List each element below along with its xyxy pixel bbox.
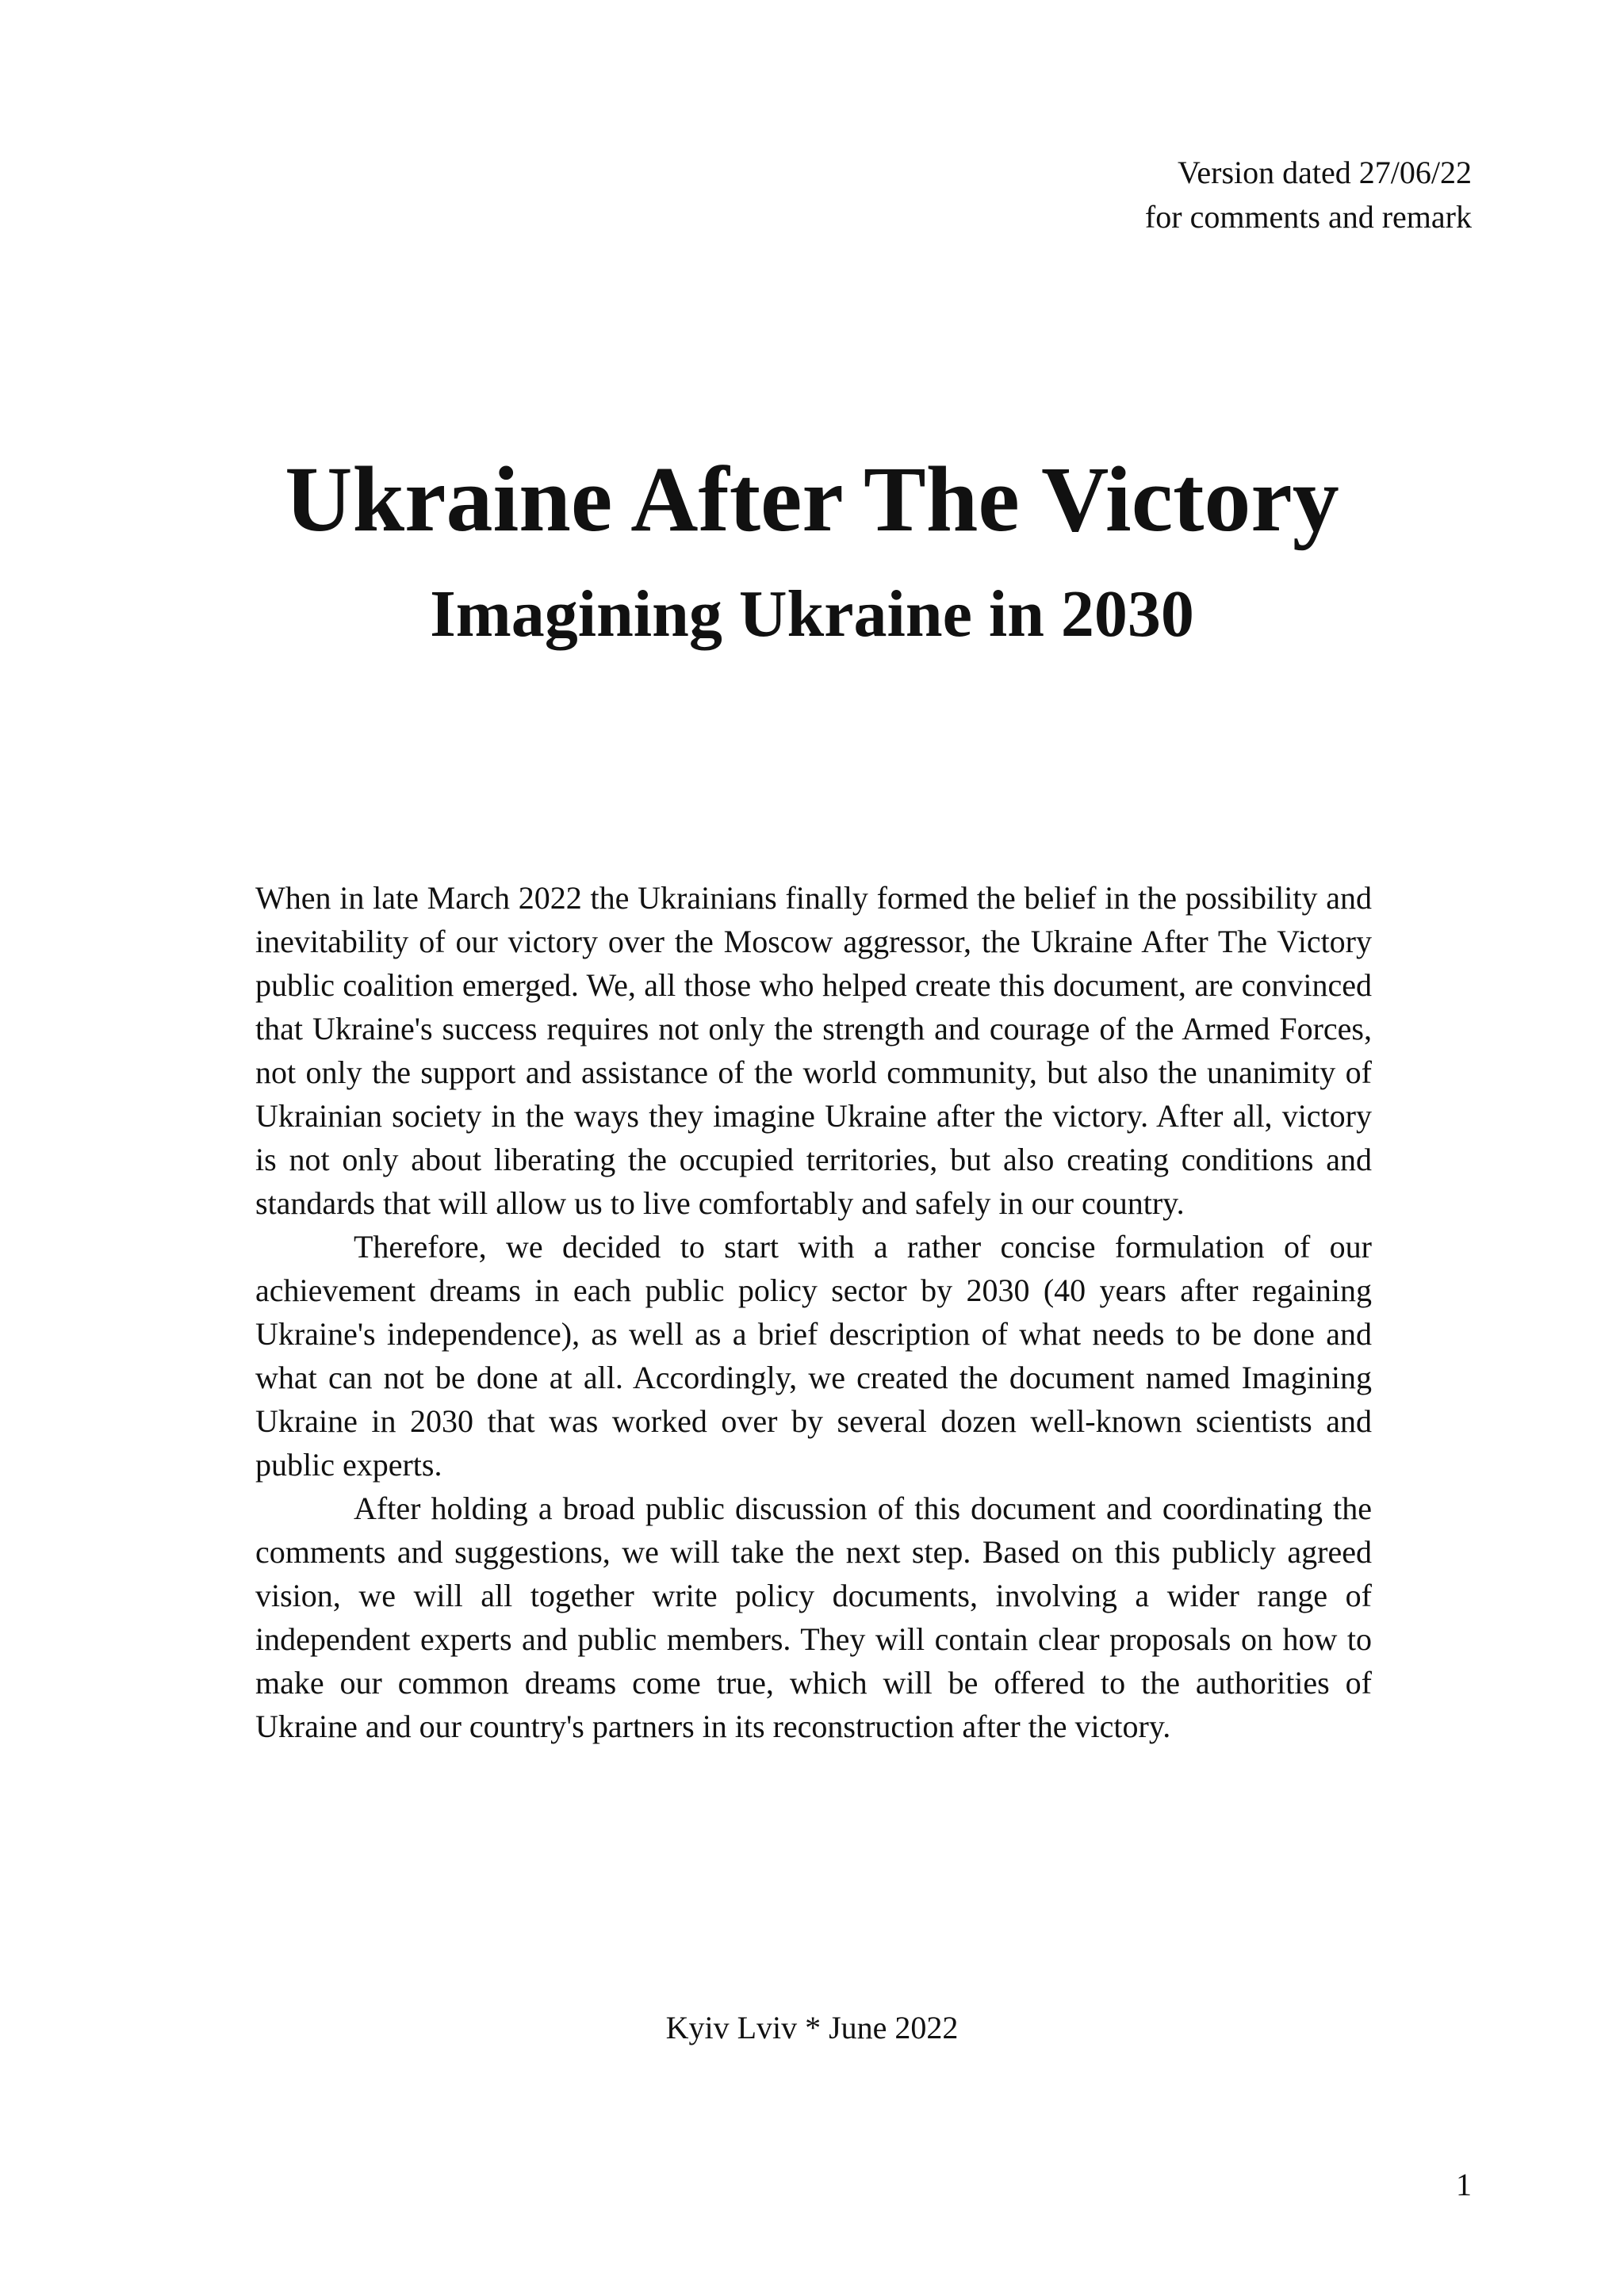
version-note (1145, 151, 1472, 239)
version-date-line: Version dated 27/06/22 (1177, 155, 1472, 190)
body-paragraph-2: Therefore, we decided to start with a rather concise formulation of our achievement dreams in each public policy sector by 2030 (40 years after regaining Ukraine's independence), as well as a brief description of what needs to be done and what can not be done at all. Accordingly, we created the document named Imagining Ukraine in 2030 that was worked over by several dozen well-known scientists and public experts. (255, 1229, 1372, 1483)
body-paragraph-1: When in late March 2022 the Ukrainians finally formed the belief in the possibility and inevitability of our victory over the Moscow aggressor, the Ukraine After The Victory public coalition emerged. We, all those who helped create this document, are convinced that Ukraine's success requires not only the strength and courage of the Armed Forces, not only the support and assistance of the world community, but also the unanimity of Ukrainian society in the ways they imagine Ukraine after the victory. After all, victory is not only about liberating the occupied territories, but also creating conditions and standards that will allow us to live comfortably and safely in our country. (255, 880, 1372, 1221)
place-and-date: Kyiv Lviv * June 2022 (665, 2010, 959, 2045)
document-subtitle: Imagining Ukraine in 2030 (430, 577, 1194, 651)
page-number: 1 (1456, 2167, 1472, 2202)
comments-note-line: for comments and remark (1144, 199, 1472, 235)
body-paragraph-3: After holding a broad public discussion of this document and coordinating the comments and suggestions, we will take the next step. Based on this publicly agreed vision, we will all together write policy documents, involving a wider range of independent experts and public members. They will contain clear proposals on how to make our common dreams come true, which will be offered to the authorities of Ukraine and our country's partners in its reconstruction after the victory. (255, 1490, 1372, 1744)
body-text (255, 876, 1372, 1748)
document-title: Ukraine After The Victory (285, 447, 1339, 551)
